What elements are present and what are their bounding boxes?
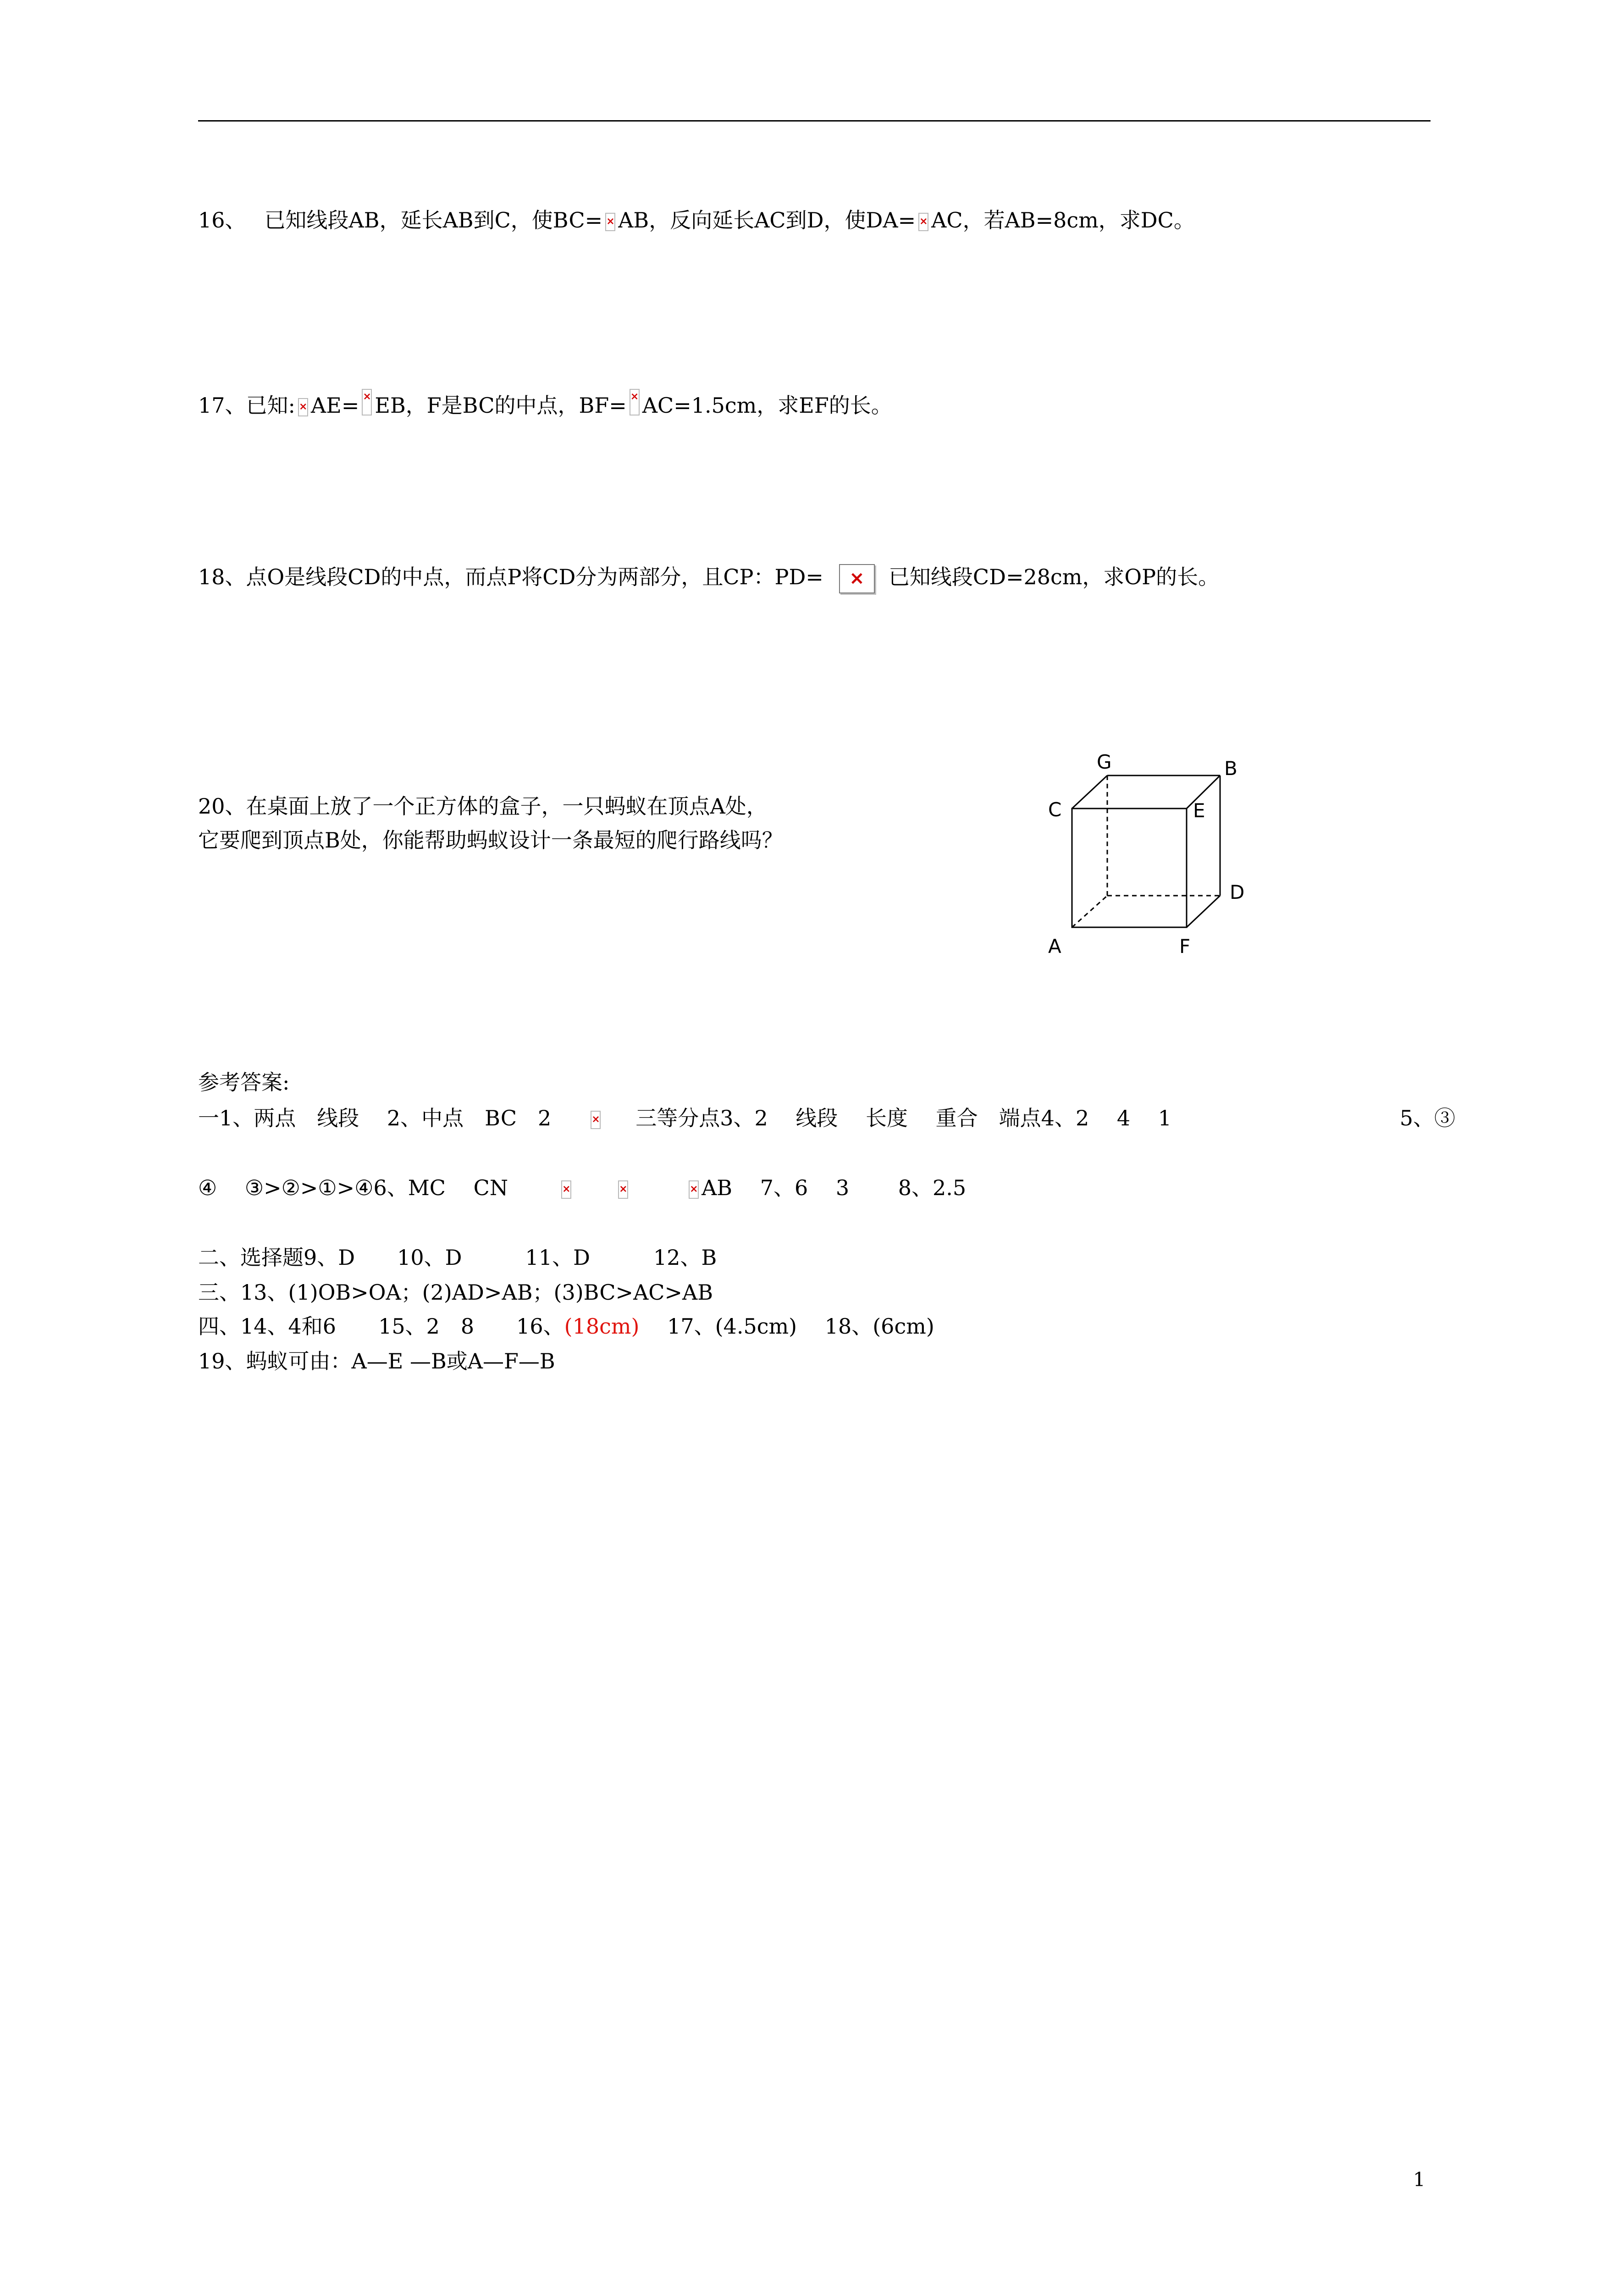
answers-row-6: 19、蚂蚁可由：A—E —B或A—F—B bbox=[198, 1349, 555, 1374]
question-17 bbox=[198, 389, 892, 419]
cube-label-a: A bbox=[1048, 935, 1061, 958]
broken-image-icon bbox=[618, 1180, 628, 1199]
question-18-text-2: 已知线段CD=28cm，求OP的长。 bbox=[888, 565, 1220, 589]
broken-image-icon bbox=[298, 398, 308, 416]
question-18 bbox=[198, 563, 1219, 593]
answers-heading: 参考答案: bbox=[198, 1070, 290, 1095]
broken-image-icon bbox=[630, 389, 640, 415]
question-16-text-3: AC，若AB=8cm，求DC。 bbox=[931, 208, 1195, 233]
question-18-text-1: 18、点O是线段CD的中点，而点P将CD分为两部分，且CP：PD= bbox=[198, 565, 823, 589]
answers-row-1-b: 三等分点3、2 线段 长度 重合 端点4、2 4 1 bbox=[635, 1106, 1171, 1130]
answers-row-5-a: 四、14、4和6 15、2 8 16、 bbox=[198, 1314, 564, 1339]
broken-image-icon bbox=[561, 1180, 571, 1199]
page-number: 1 bbox=[1413, 2168, 1425, 2191]
cube-label-e: E bbox=[1193, 799, 1205, 822]
broken-image-icon bbox=[591, 1111, 601, 1129]
answers-row-2 bbox=[198, 1174, 966, 1202]
question-17-text-3: AC=1.5cm，求EF的长。 bbox=[642, 393, 892, 418]
answers-row-5-b: 17、(4.5cm) 18、(6cm) bbox=[639, 1314, 934, 1339]
broken-image-icon bbox=[362, 389, 372, 415]
cube-label-c: C bbox=[1048, 798, 1062, 821]
question-17-label: 17、已知: bbox=[198, 393, 296, 418]
cube-front-face bbox=[1072, 809, 1187, 927]
question-17-text-2: EB，F是BC的中点，BF= bbox=[375, 393, 627, 418]
question-16-number: 16、 bbox=[198, 208, 246, 233]
answers-row-3: 二、选择题9、D 10、D 11、D 12、B bbox=[198, 1245, 717, 1270]
broken-image-icon bbox=[689, 1180, 699, 1199]
answers-row-2-b: AB 7、6 3 8、2.5 bbox=[702, 1175, 967, 1200]
answers-row-5-red: (18cm) bbox=[564, 1314, 640, 1339]
question-20-line-1: 20、在桌面上放了一个正方体的盒子，一只蚂蚁在顶点A处， bbox=[198, 794, 768, 819]
question-16-text-1: 已知线段AB，延长AB到C，使BC= bbox=[264, 208, 603, 233]
cube-label-g: G bbox=[1097, 752, 1112, 773]
cube-label-b: B bbox=[1224, 757, 1237, 780]
header-rule bbox=[198, 120, 1431, 122]
question-16-text-2: AB，反向延长AC到D，使DA= bbox=[618, 208, 916, 233]
answers-row-4: 三、13、(1)OB>OA；(2)AD>AB；(3)BC>AC>AB bbox=[198, 1280, 713, 1305]
cube-label-d: D bbox=[1230, 881, 1245, 903]
question-17-text-1: AE= bbox=[311, 393, 359, 418]
answers-row-1-c: 5、③ bbox=[1399, 1106, 1455, 1130]
broken-image-icon bbox=[918, 213, 928, 231]
question-20-line-2: 它要爬到顶点B处，你能帮助蚂蚁设计一条最短的爬行路线吗？ bbox=[198, 828, 783, 853]
answers-row-2-a: ④ ③>②>①>④6、MC CN bbox=[198, 1175, 508, 1200]
broken-image-icon bbox=[605, 213, 615, 231]
cube-figure bbox=[1045, 752, 1265, 968]
answers-row-1-a: 一1、两点 线段 2、中点 BC 2 bbox=[198, 1106, 552, 1130]
answers-row-5 bbox=[198, 1313, 934, 1340]
cube-label-f: F bbox=[1179, 935, 1191, 958]
answers-row-1 bbox=[198, 1104, 1460, 1132]
question-16 bbox=[198, 206, 1195, 234]
broken-image-icon bbox=[839, 564, 875, 593]
